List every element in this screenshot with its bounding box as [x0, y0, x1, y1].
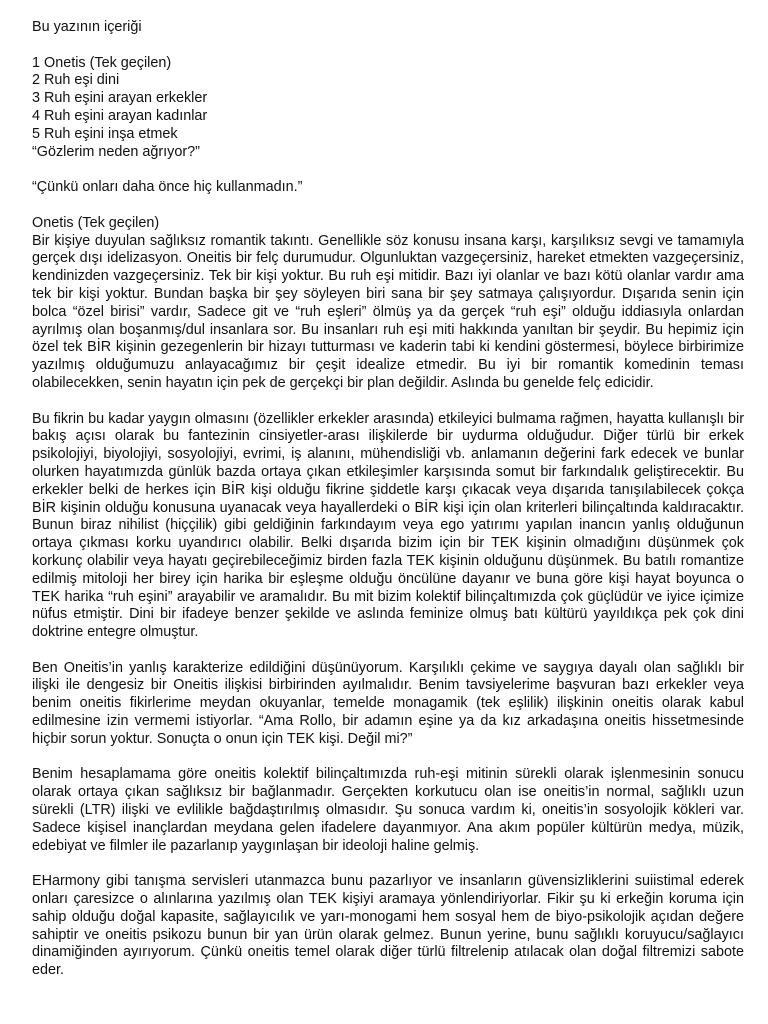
body-paragraph: Bu fikrin bu kadar yaygın olmasını (özellikler erkekler arasında) etkileyici bulmama rağmen, hayatta kullanışlı bir bakış açısı olarak bu fantezinin cinsiyetler-arası ilişkilerde bir uydurma olduğudur. Diğer türlü bir erkek psikolojiyi, biyolojiyi, sosyolojiyi, evrimi, iş alanını, mühendisliği vb. anlamanın değerini fark edecek ve bunlar olurken hayatımızda günlük bazda ortaya çıkan etkileşimler karşısında somut bir farkındalık geliştirecektir. Bu erkekler belki de herkes için BİR kişi olduğu fikrine şiddetle karşı çıkacak veya dışarıda tanışılabilecek çokça BİR kişinin olduğu konusuna uyanacak veya hayallerdeki o BİR kişi için olan kriterleri bilinçaltında kaldıracaktır. Bunun biraz nihilist (hiççilik) gibi geldiğinin farkındayım veya ego yatırımı yapılan inancın yanlış olduğunun ortaya çıkması korku uyandırıcı olabilir. Belki dışarıda bizim için bir TEK kişinin olmadığını düşünmek çok korkunç olabilir veya hayatı geçirebileceğimiz birden fazla TEK kişinin olduğunu düşünmek. Bu batılı romantize edilmiş mitoloji her birey için harika bir eşleşme olduğu öncülüne dayanır ve buna göre kişi hayat boyunca o TEK harika “ruh eşini” arayabilir ve aramalıdır. Bu mit bizim kolektif bilinçaltımızda çok güçlüdür ve iyice içimize nüfus etmiştir. Dini bir ifadeye benzer şekilde ve aslında feminize olmuş batı kültürü yayıldıkça pek çok dini doktrine entegre olmuştur.	[32, 410, 744, 641]
spacer	[32, 37, 744, 55]
toc-item: 2 Ruh eşi dini	[32, 72, 120, 89]
toc-item: 4 Ruh eşini arayan kadınlar	[32, 107, 208, 124]
table-of-contents	[32, 55, 744, 144]
body-paragraph: EHarmony gibi tanışma servisleri utanmazca bunu pazarlıyor ve insanların güvensizliklerini suiistimal ederek onları çaresizce o alınlarına yazılmış olan TEK kişiyi aramaya yönlendiriyorlar. Fikir şu ki erkeğin koruma için sahip olduğu doğal kapasite, sağlayıcılık ve yarı-monogami hem sosyal hem de biyo-psikolojik açıdan değere sahiptir ve oneitis psikozu bunun bir yan ürün olarak gelmez. Bunun yerine, bunu sağlıklı koruyucu/sağlayıcı dinamiğinden ayırıyorum. Çünkü oneitis temel olarak diğer türlü filtrelenip atılacak olan doğal filtremizi sabote eder.	[32, 873, 744, 979]
spacer	[32, 642, 744, 660]
body-paragraph: Bir kişiye duyulan sağlıksız romantik takıntı. Genellikle söz konusu insana karşı, karşılıksız sevgi ve tamamıyla gerçek dışı idelizasyon. Oneitis bir felç durumudur. Olgunluktan vazgeçersiniz, hareket etmekten vazgeçersiniz, kendinizden vazgeçersiniz. Tek bir kişi yoktur. Bu ruh eşi mitidir. Bazı iyi olanlar ve bazı kötü olanlar vardır ama tek bir kişi yoktur. Bundan başka bir şey söyleyen biri sana bir şey satmaya çalışıyordur. Dışarıda senin için bolca “özel birisi” vardır, Sadece git ve “ruh eşleri” ölmüş ya da gerçek “ruh eşi” olduğu iddiasıyla onlardan ayrılmış olan boşanmış/dul insanlara sor. Bu insanları ruh eşi miti hakkında yanıltan bir şeydir. Bu hepimiz için özel tek BİR kişinin gezegenlerin bir hizayı tutturması ve kaderin tabi ki kendini göstermesi, böylece birbirimize yazılmış olduğumuzu anlayacağımız bir çeşit idealize etmedir. Bu iyi bir romantik komedinin teması olabilecekken, senin hayatın için pek de gerçekçi bir plan değildir. Aslında bu genelde felç edicidir.	[32, 232, 744, 391]
toc-item: 3 Ruh eşini arayan erkekler	[32, 90, 208, 107]
spacer	[32, 161, 744, 179]
spacer	[32, 197, 744, 215]
toc-item: 5 Ruh eşini inşa etmek	[32, 125, 178, 142]
quote-question: “Gözlerim neden ağrıyor?”	[32, 143, 200, 160]
section-title: Onetis (Tek geçilen)	[32, 214, 160, 231]
body-paragraph: Ben Oneitis’in yanlış karakterize edildiğini düşünüyorum. Karşılıklı çekime ve saygıya dayalı olan sağlıklı bir ilişki ile dengesiz bir Oneitis ilişkisi birbirinden ayılmalıdır. Benim tavsiyelerime başvuran bazı erkekler veya benim oneitis fikirlerime meydan okuyanlar, temelde monagamik (tek eşlilik) ilişkinin oneitis olarak kabul edilmesine izin vermemi istiyorlar. “Ama Rollo, bir adamın eşine ya da kız arkadaşına oneitis hissetmesinde hiçbir sorun yoktur. Sonuçta o onun için TEK kişi. Değil mi?”	[32, 659, 744, 747]
spacer	[32, 749, 744, 767]
spacer	[32, 855, 744, 873]
quote-answer: “Çünkü onları daha önce hiç kullanmadın.”	[32, 179, 303, 196]
toc-item: 1 Onetis (Tek geçilen)	[32, 54, 172, 71]
toc-title: Bu yazının içeriği	[32, 19, 142, 35]
spacer	[32, 393, 744, 411]
body-paragraph: Benim hesaplamama göre oneitis kolektif bilinçaltımızda ruh-eşi mitinin sürekli olarak işlenmesinin sonucu olarak ortaya çıkan sağlıksız bir bağlanmadır. Gerçekten korkutucu olan ise oneitis’in normal, sağlıklı uzun sürekli (LTR) ilişki ve evlilikle bağdaştırılmış olmasıdır. Şu sonuca vardım ki, oneitis’in sosyolojik kökleri var. Sadece kişisel inançlardan meydana gelen ifadelere dayanmıyor. Ana akım popüler kültürün medya, müzik, edebiyat ve filmler ile pazarlanıp yaygınlaşan bir ideoloji haline gelmiş.	[32, 766, 744, 854]
